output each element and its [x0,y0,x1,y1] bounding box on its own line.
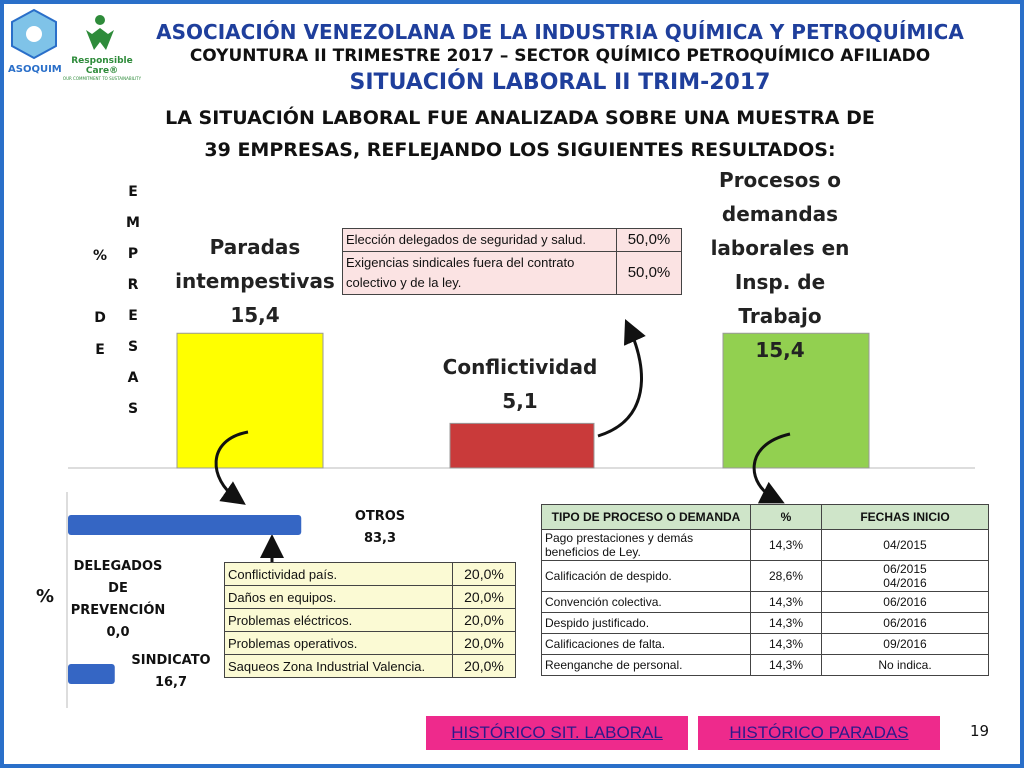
process-date: 06/2016 [822,613,989,634]
table-row [542,655,989,676]
table-row [542,561,989,592]
table-row [225,632,516,655]
process-type: Reenganche de personal. [542,655,751,676]
stoppage-pct: 20,0% [453,632,516,655]
process-type: Calificación de despido. [542,561,751,592]
stoppage-pct: 20,0% [453,563,516,586]
hbar-label-sindicato [126,650,216,694]
table-row [225,609,516,632]
table-header-row [542,505,989,530]
label-paradas-line-2: intempestivas [175,269,335,293]
label-paradas-line-1: Paradas [209,235,301,259]
hbar-axis-label: % [36,586,55,607]
hbar-label-sindicato-value: 16,7 [154,675,188,690]
table-row [542,530,989,561]
process-pct: 14,3% [751,530,822,561]
table-row [225,586,516,609]
label-conflictividad-line-1: Conflictividad [442,355,598,379]
header-fechas: FECHAS INICIO [822,505,989,530]
stoppage-detail-table [224,562,516,678]
axis-label-de-1: D [94,310,106,326]
conflict-pct: 50,0% [617,252,682,295]
stoppage-pct: 20,0% [453,655,516,678]
conflict-pct: 50,0% [617,229,682,252]
hbar-label-otros-value: 83,3 [363,531,397,546]
axis-label-empresas-letter: R [127,277,139,293]
process-pct: 14,3% [751,634,822,655]
table-row [542,592,989,613]
axis-label-empresas-letter: S [127,401,139,417]
intro-line-1: LA SITUACIÓN LABORAL FUE ANALIZADA SOBRE UNA MUESTRA DE [165,107,875,129]
process-pct: 14,3% [751,655,822,676]
axis-label-empresas-letter: M [126,215,140,231]
conflict-reason: Exigencias sindicales fuera del contrato colectivo y de la ley. [343,252,617,295]
process-date: 06/2015 [883,562,927,576]
page-number: 19 [970,722,990,740]
stoppage-reason: Daños en equipos. [225,586,453,609]
stoppage-reason: Problemas eléctricos. [225,609,453,632]
section-title: SITUACIÓN LABORAL II TRIM-2017 [349,70,771,95]
hbar-label-sindicato-name: SINDICATO [131,653,211,668]
process-date: 04/2016 [883,576,927,590]
process-dates [822,561,989,592]
label-procesos-line-4: Insp. de Trabajo [734,270,826,328]
stoppage-reason: Conflictividad país. [225,563,453,586]
hbar-label-otros [340,506,420,550]
label-procesos-value: 15,4 [755,338,805,362]
process-type: Calificaciones de falta. [542,634,751,655]
table-row [225,563,516,586]
asoquim-logo-text: ASOQUIM [8,64,62,75]
label-procesos-line-2: demandas [721,202,839,226]
axis-label-empresas-letter: S [127,339,139,355]
report-subtitle: COYUNTURA II TRIMESTRE 2017 – SECTOR QUÍMICO PETROQUÍMICO AFILIADO [189,46,931,66]
historico-laboral-button[interactable]: HISTÓRICO SIT. LABORAL [426,716,688,750]
process-pct: 14,3% [751,592,822,613]
hbar-label-delegados-value: 0,0 [106,625,130,640]
process-date: 06/2016 [822,592,989,613]
conflict-reason: Elección delegados de seguridad y salud. [343,229,617,252]
table-row [542,634,989,655]
axis-label-empresas-letter: E [128,308,138,324]
table-row [542,613,989,634]
axis-label-percent: % [92,248,108,264]
responsible-care-title: Responsible Care® [71,56,133,76]
table-row [225,655,516,678]
hbar-label-delegados-line-2: DE [108,581,128,596]
process-pct: 28,6% [751,561,822,592]
axis-label-de-2: E [95,342,105,358]
historico-paradas-button[interactable]: HISTÓRICO PARADAS [698,716,940,750]
axis-label-empresas-letter: A [127,370,139,386]
hbar-label-delegados [68,556,168,644]
process-date: No indica. [822,655,989,676]
hbar-otros [68,515,301,535]
process-type: Despido justificado. [542,613,751,634]
label-paradas-value: 15,4 [230,303,280,327]
process-type: Pago prestaciones y demás beneficios de Ley. [542,530,751,561]
org-title: ASOCIACIÓN VENEZOLANA DE LA INDUSTRIA QUÍMICA Y PETROQUÍMICA [156,20,964,44]
hbar-label-delegados-line-3: PREVENCIÓN [70,603,166,618]
stoppage-reason: Saqueos Zona Industrial Valencia. [225,655,453,678]
stoppage-pct: 20,0% [453,609,516,632]
hbar-sindicato [68,664,115,684]
process-date: 09/2016 [822,634,989,655]
label-procesos-line-1: Procesos o [719,168,841,192]
hbar-label-otros-name: OTROS [354,509,406,524]
header-tipo: TIPO DE PROCESO O DEMANDA [542,505,751,530]
hbar-label-delegados-line-1: DELEGADOS [73,559,163,574]
stoppage-pct: 20,0% [453,586,516,609]
process-detail-table [541,504,989,676]
process-type: Convención colectiva. [542,592,751,613]
label-procesos-line-3: laborales en [710,236,850,260]
axis-label-empresas-letter: E [128,184,138,200]
label-conflictividad-value: 5,1 [502,389,538,413]
stoppage-reason: Problemas operativos. [225,632,453,655]
intro-line-2: 39 EMPRESAS, REFLEJANDO LOS SIGUIENTES RESULTADOS: [204,139,836,161]
axis-label-empresas-letter: P [127,246,139,262]
process-pct: 14,3% [751,613,822,634]
responsible-care-tagline: OUR COMMITMENT TO SUSTAINABILITY [62,76,142,81]
process-date: 04/2015 [822,530,989,561]
header-pct: % [751,505,822,530]
